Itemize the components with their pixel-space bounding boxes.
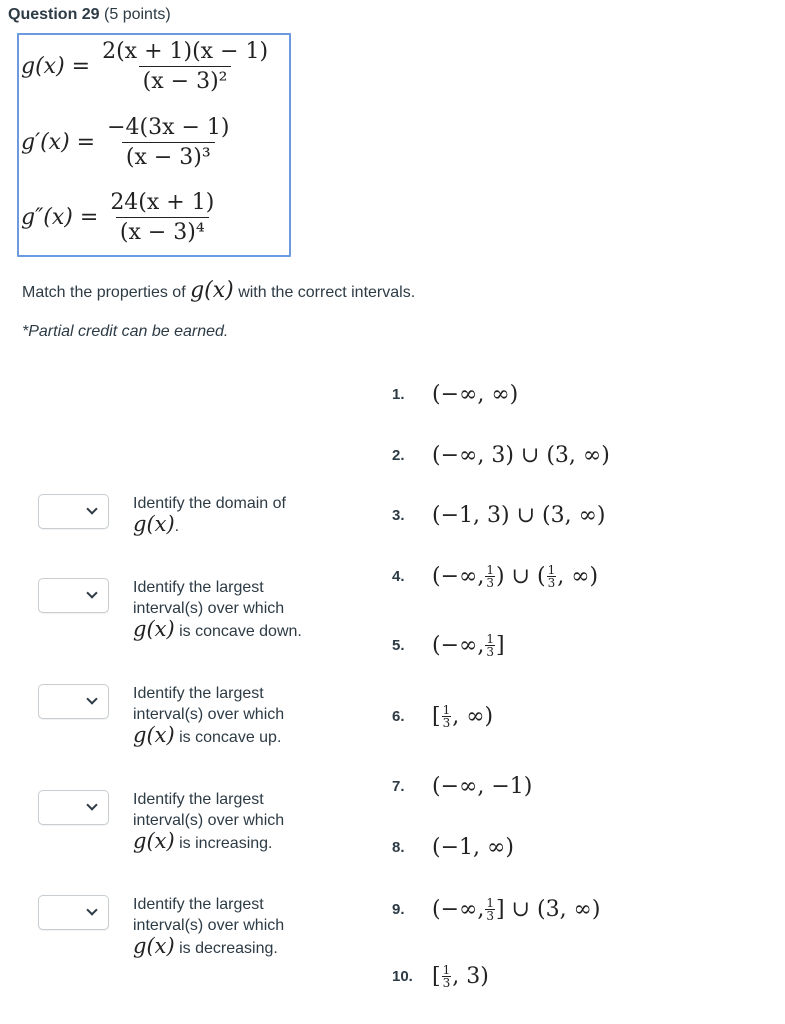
formula-label: g′(x) = (21, 130, 96, 155)
numerator: −4(3x − 1) (107, 115, 230, 140)
formula-label: g(x) = (21, 54, 91, 79)
interval-part: [ (432, 704, 441, 729)
interval-part: [ (432, 964, 441, 989)
prompt-function: g(x) (133, 934, 175, 958)
question-points: (5 points) (104, 6, 171, 23)
interval-part: (−∞, (432, 633, 485, 658)
option-interval: (−∞, 3) ∪ (3, ∞) (432, 443, 610, 468)
formula-g-prime (21, 115, 234, 170)
option-number: 7. (392, 778, 405, 795)
partial-credit-note: *Partial credit can be earned. (22, 323, 229, 340)
prompt-line: Identify the largest (133, 791, 264, 808)
formula-g (21, 39, 272, 94)
option-1 (392, 382, 518, 407)
prompt-function: g(x) (133, 723, 175, 747)
chevron-down-icon (86, 503, 97, 514)
prompt-suffix: is concave up. (174, 729, 282, 746)
numerator: 24(x + 1) (110, 190, 215, 215)
concave-up-select[interactable] (38, 684, 109, 719)
fraction-one-third (485, 564, 495, 589)
option-number: 2. (392, 447, 405, 464)
option-number: 5. (392, 637, 405, 654)
prompt-suffix: is increasing. (174, 835, 273, 852)
concave-down-select[interactable] (38, 578, 109, 613)
instruction-text (22, 278, 415, 303)
fraction (106, 190, 218, 245)
fraction-numerator: 1 (442, 963, 451, 977)
fraction (103, 115, 233, 170)
fraction-numerator: 1 (442, 703, 451, 717)
option-2 (392, 443, 610, 468)
option-interval: (−∞, ∞) (432, 382, 519, 407)
option-8 (392, 835, 514, 860)
fraction-denominator: 3 (486, 576, 494, 590)
interval-part: , 3) (452, 964, 489, 989)
prompt-concave-down (133, 577, 343, 642)
formula-box (17, 33, 291, 257)
interval-part: (−∞, (432, 564, 485, 589)
option-number: 1. (392, 386, 405, 403)
option-9 (392, 897, 600, 922)
prompt-decreasing (133, 894, 343, 959)
option-interval (432, 564, 598, 589)
interval-part: (−∞, (432, 897, 485, 922)
increasing-select[interactable] (38, 790, 109, 825)
prompt-line: Identify the domain of (133, 495, 286, 512)
decreasing-select[interactable] (38, 895, 109, 930)
option-7 (392, 774, 532, 799)
option-interval: (−∞, −1) (432, 774, 533, 799)
fraction-one-third (442, 704, 452, 729)
prompt-line: interval(s) over which (133, 812, 285, 829)
option-interval: (−1, ∞) (432, 835, 514, 860)
prompt-function: g(x) (133, 512, 175, 536)
domain-select[interactable] (38, 494, 109, 529)
interval-part: , ∞) (557, 564, 599, 589)
prompt-line: Identify the largest (133, 896, 264, 913)
prompt-line: Identify the largest (133, 685, 264, 702)
denominator: (x − 3)⁴ (116, 217, 209, 245)
prompt-line: Identify the largest (133, 579, 264, 596)
option-interval (432, 633, 505, 658)
denominator: (x − 3)² (139, 66, 232, 94)
option-interval: (−1, 3) ∪ (3, ∞) (432, 503, 606, 528)
fraction-denominator: 3 (442, 976, 451, 990)
option-6 (392, 704, 493, 729)
chevron-down-icon (86, 693, 97, 704)
option-interval (432, 964, 489, 989)
fraction (98, 39, 272, 94)
prompt-domain (133, 493, 343, 537)
formula-g-double-prime (21, 190, 218, 245)
question-header (8, 6, 171, 24)
option-4 (392, 564, 598, 589)
option-5 (392, 633, 505, 658)
option-interval (432, 897, 600, 922)
option-number: 9. (392, 901, 405, 918)
interval-part: , ∞) (452, 704, 494, 729)
option-number: 10. (392, 968, 413, 985)
prompt-line: interval(s) over which (133, 600, 285, 617)
fraction-one-third (485, 897, 495, 922)
formula-label: g″(x) = (21, 205, 99, 230)
fraction-one-third (485, 633, 495, 658)
chevron-down-icon (86, 799, 97, 810)
numerator: 2(x + 1)(x − 1) (102, 39, 269, 64)
interval-part: ] (495, 633, 505, 658)
option-number: 3. (392, 507, 405, 524)
denominator: (x − 3)³ (122, 142, 215, 170)
fraction-denominator: 3 (442, 716, 451, 730)
prompt-increasing (133, 789, 343, 854)
fraction-numerator: 1 (547, 563, 556, 577)
instruction-after: with the correct intervals. (233, 284, 416, 301)
instruction-before: Match the properties of (22, 284, 191, 301)
fraction-denominator: 3 (486, 645, 494, 659)
fraction-denominator: 3 (486, 909, 494, 923)
prompt-function: g(x) (133, 829, 175, 853)
prompt-function: g(x) (133, 617, 175, 641)
prompt-concave-up (133, 683, 343, 748)
prompt-line: interval(s) over which (133, 917, 285, 934)
fraction-numerator: 1 (486, 563, 494, 577)
option-number: 8. (392, 839, 405, 856)
option-interval (432, 704, 493, 729)
fraction-one-third (547, 564, 557, 589)
option-3 (392, 503, 605, 528)
fraction-numerator: 1 (486, 896, 494, 910)
chevron-down-icon (86, 904, 97, 915)
prompt-suffix: . (174, 518, 180, 535)
prompt-suffix: is decreasing. (174, 940, 278, 957)
prompt-line: interval(s) over which (133, 706, 285, 723)
fraction-denominator: 3 (547, 576, 556, 590)
prompt-suffix: is concave down. (174, 623, 302, 640)
option-10 (392, 964, 489, 989)
instruction-function: g(x) (190, 278, 234, 303)
question-number: Question 29 (8, 6, 100, 23)
chevron-down-icon (86, 587, 97, 598)
fraction-one-third (442, 964, 452, 989)
interval-part: ] ∪ (3, ∞) (495, 897, 601, 922)
fraction-numerator: 1 (486, 632, 494, 646)
interval-part: ) ∪ ( (495, 564, 546, 589)
option-number: 4. (392, 568, 405, 585)
option-number: 6. (392, 708, 405, 725)
